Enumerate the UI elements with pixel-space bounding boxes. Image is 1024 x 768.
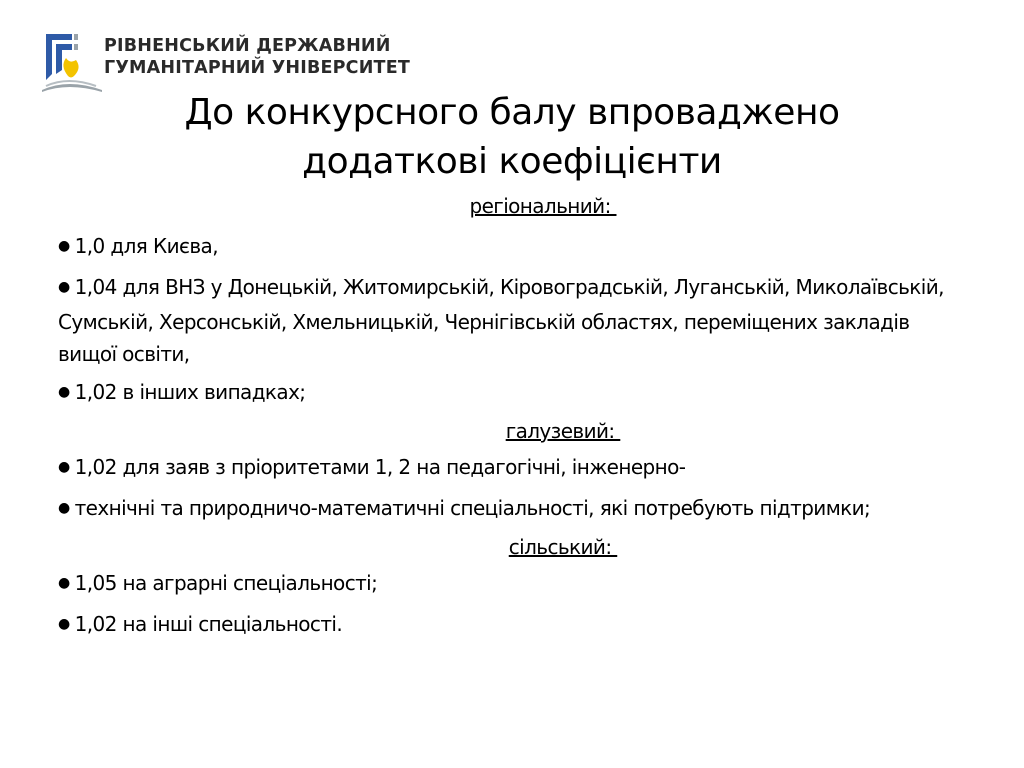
list-item — [58, 230, 958, 265]
bullet-icon: ● — [58, 575, 70, 591]
section-heading-branch: галузевий: — [505, 419, 621, 443]
list-item-text: 1,05 на аграрні спеціальності; — [74, 571, 378, 595]
university-name-line1: РІВНЕНСЬКИЙ ДЕРЖАВНИЙ — [104, 36, 391, 56]
list-item-text: 1,04 для ВНЗ у Донецькій, Житомирській, Кіровоградській, Луганській, Миколаївській, Сумській, Херсонській, Хмельницькій, Чернігівській областях, переміщених закладів вищої освіти, — [58, 275, 944, 366]
section-heading-regional: регіональний: — [469, 194, 617, 218]
bullet-icon: ● — [58, 500, 70, 516]
slide-title — [0, 88, 1024, 186]
bullet-icon: ● — [58, 616, 70, 632]
list-item-text: 1,02 для заяв з пріоритетами 1, 2 на педагогічні, інженерно- — [74, 455, 686, 479]
university-name — [104, 35, 410, 79]
list-item-text: 1,0 для Києва, — [74, 234, 218, 258]
list-item — [58, 376, 958, 411]
list-item — [58, 608, 958, 643]
list-item — [58, 271, 958, 370]
section-heading-rural: сільський: — [508, 535, 618, 559]
list-item-text: 1,02 в інших випадках; — [74, 380, 306, 404]
university-name-line2: ГУМАНІТАРНИЙ УНІВЕРСИТЕТ — [104, 58, 410, 78]
university-emblem-icon — [38, 30, 104, 94]
bullet-icon: ● — [58, 384, 70, 400]
slide-content — [58, 192, 958, 643]
list-item-text: технічні та природничо-математичні спеціальності, які потребують підтримки; — [74, 496, 871, 520]
bullet-icon: ● — [58, 459, 70, 475]
list-item — [58, 567, 958, 602]
list-item-text: 1,02 на інші спеціальності. — [74, 612, 343, 636]
list-item — [58, 492, 958, 527]
university-logo — [38, 30, 410, 94]
bullet-icon: ● — [58, 279, 70, 295]
slide-title-line2: додаткові коефіцієнти — [302, 141, 722, 182]
bullet-icon: ● — [58, 238, 70, 254]
slide-title-line1: До конкурсного балу впроваджено — [184, 92, 840, 133]
list-item — [58, 451, 958, 486]
